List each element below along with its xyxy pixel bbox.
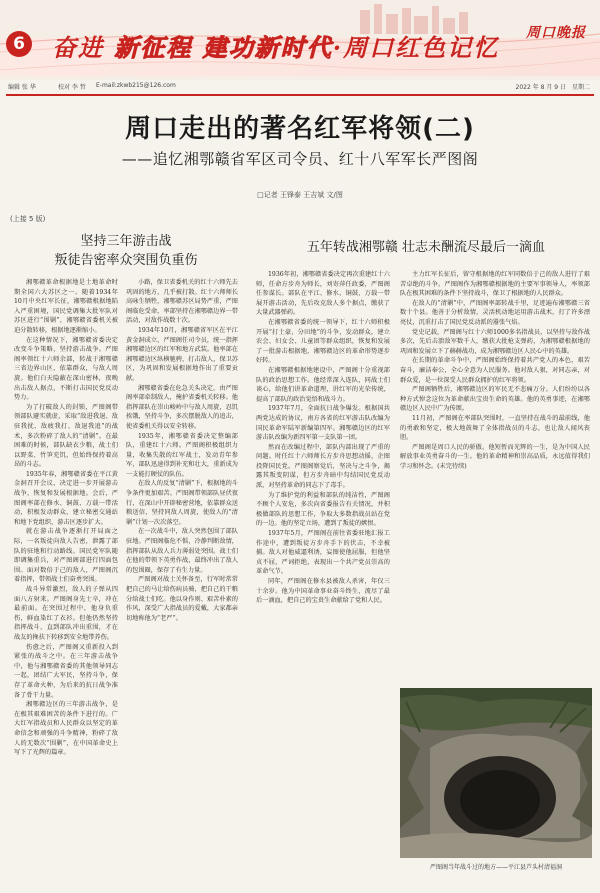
section-title-b: 新征程 xyxy=(114,33,193,62)
paragraph: 1937年7月，全面抗日战争爆发。根据国共两党达成的协议，南方各省的红军游击队改编为国民革命军陆军新编第四军。湘鄂赣边区的红军游击队改编为新四军第一支队第一团。 xyxy=(256,405,390,442)
section-title-c: 建功新时代 xyxy=(202,33,333,62)
issue-date: 2022 年 8 月 9 日 星期二 xyxy=(515,84,590,91)
paragraph: 在湘鄂赣根据地建设中，严图阁十分重视部队的政治思想工作。他经常深入连队，同战士们谈心，给他们讲革命道理，讲红军的光荣传统，提高了部队的政治觉悟和战斗力。 xyxy=(256,366,390,403)
column-3 xyxy=(256,270,390,882)
masthead-rule xyxy=(6,94,594,96)
paper-logo: 周口晚报 xyxy=(526,25,586,41)
paragraph: 严图阁是周口人民的骄傲。他短暂而光辉的一生，是为中国人民解放事业英勇奋斗的一生。他的革命精神和崇高品质，永远值得我们学习和怀念。(未完待续) xyxy=(400,443,590,470)
paragraph: 湘鄂赣边区的三年游击战争，是在极其艰难困苦的条件下进行的。广大红军指战员和人民群众以坚定的革命信念和顽强的斗争精神，粉碎了敌人的无数次“围剿”，在中国革命史上写下了光辉的篇章。 xyxy=(14,701,118,757)
paragraph: 就在游击战争逐渐打开局面之际，一名叛徒向敌人告密，泄露了部队的驻地和行动路线。国民党军队随即调集重兵，对严图阁部进行四面包围。面对数倍于己的敌人，严图阁沉着指挥，带领战士们奋勇突围。 xyxy=(14,528,118,584)
page-number-badge: 6 xyxy=(6,31,32,57)
byline: □记者 王锋泰 王吉斌 文/图 xyxy=(257,191,343,199)
paragraph: 1935年，湘鄂赣省委决定整编部队，重建红十六师。严图阁积极组织力量，收集失散的红军战士，发动青年参军，部队迅速得到补充和壮大，重新成为一支能打硬仗的队伍。 xyxy=(126,432,238,478)
paragraph: 在这种情况下，湘鄂赣省委决定改变斗争策略，坚持游击战争。严图阁率领红十六师余部，转战于湘鄂赣三省边界山区，依靠群众，与敌人周旋。他们白天隐蔽在深山密林，夜晚出击敌人据点，不断打击国民党反动势力。 xyxy=(14,336,118,402)
paragraph: 在长期的革命斗争中，严图阁始终保持着共产党人的本色，艰苦奋斗，廉洁奉公，全心全意为人民服务。他对敌人狠，对同志亲，对群众爱，是一位深受人民群众拥护的红军将领。 xyxy=(400,357,590,384)
paragraph: 严图阁牺牲后，湘鄂赣边区的军民无不悲痛万分。人们纷纷以各种方式悼念这位为革命献出宝贵生命的英雄。他的英勇事迹，在湘鄂赣边区人民中广为传颂。 xyxy=(400,386,590,413)
paragraph: 在一次战斗中，敌人突然包围了部队驻地。严图阁临危不惧，冷静判断敌情，指挥部队从敌人兵力薄弱处突围。战士们在他的带领下英勇作战，最终冲出了敌人的包围圈，保存了有生力量。 xyxy=(126,528,238,574)
section2-heading: 五年转战湘鄂赣 壮志未酬流尽最后一滴血 xyxy=(306,240,546,255)
paragraph: 伤愈之后，严图阁又重新投入到紧张的战斗之中。在三年游击战争中，他与湘鄂赣省委的其他领导同志一起，团结广大军民，坚持斗争，保存了革命火种，为后来的抗日战争准备了骨干力量。 xyxy=(14,643,118,699)
section-title-d: ·周口红色记忆 xyxy=(332,33,500,62)
paragraph: 党史记载，严图阁与红十六师1000多名指战员，以坚持与敌作战多次，先后击溃敌军数千人，缴获大批枪支弹药，为湘鄂赣根据地的巩固和发展立下了赫赫战功，成为湘鄂赣边区人民心中的英雄。 xyxy=(400,328,590,355)
paragraph: 11月初，严图阁在率部队突围时，一直坚持在战斗的最前线，他的勇敢和坚定，极大地鼓舞了全体指战员的斗志，也让敌人闻风丧胆。 xyxy=(400,414,590,442)
email-address: E-mail:zkwb215@126.com xyxy=(96,82,176,89)
paragraph: 1935年春，湘鄂赣省委在平江黄金洞召开会议，决定进一步开展游击战争，恢复和发展根据地。会后，严图阁率部在修水、铜鼓、万载一带活动，积极发动群众，建立秘密交通站和地下党组织，游击区逐步扩大。 xyxy=(14,470,118,526)
proof-credit: 校对 李 哲 xyxy=(58,84,86,91)
column-1 xyxy=(14,278,118,882)
paragraph: 然而在改编过程中，部队内部出现了严重的问题。时任红十六师师长方步舟思想动摇，企图投降国民党。严图阁察觉后，坚决与之斗争，揭露其叛变阴谋，但方步舟暗中勾结国民党反动派，对坚持革命的同志下了毒手。 xyxy=(256,443,390,490)
paragraph: 湘鄂赣省委在危急关头决定，由严图阁率部牵制敌人，掩护省委机关转移。他指挥部队在崇山峻岭中与敌人周旋，忍饥挨饿，坚持斗争，多次摆脱敌人的追击，使省委机关得以安全转移。 xyxy=(126,384,238,430)
paragraph: 战斗异常激烈，敌人的子弹从四面八方射来。严图阁身先士卒，冲在最前面。在突围过程中，他身负重伤，鲜血染红了衣衫。但他仍然坚持指挥战斗，直到部队冲出重围，才在战友的搀扶下转移到安全地带养伤。 xyxy=(14,586,118,641)
column-4 xyxy=(400,270,590,660)
photo-caption: 严图阁当年战斗过的地方——平江县芦头村清福洞 xyxy=(429,864,562,871)
paragraph: 为了打破敌人的封锁，严图阁带领部队避实就虚，采取“敌进我退、敌驻我扰、敌疲我打、敌退我追”的战术，多次粉碎了敌人的“清剿”。在最困难的时候，部队缺衣少粮，战士们以野菜、竹笋充饥，但始终保持着高昂的斗志。 xyxy=(14,403,118,469)
section1-heading xyxy=(16,232,236,270)
paragraph: 1936年初，湘鄂赣省委决定再次重建红十六师，任命方步舟为师长，刘寄萍任政委，严图阁任参谋长。部队在平江、修水、铜鼓、万载一带展开游击活动，先后攻克敌人多个据点，缴获了大量武器弹药。 xyxy=(256,271,390,317)
cave-photo xyxy=(400,688,592,858)
paragraph: 同年，严图阁在修水县被敌人杀害，年仅三十余岁。他为中国革命事业奋斗终生，流尽了最后一滴血，把自己的宝贵生命献给了党和人民。 xyxy=(256,578,390,605)
paragraph: 1937年5月，严图阁在前往省委驻地汇报工作途中，遭到叛徒方步舟手下的伏击，不幸被捕。敌人对他威逼利诱，妄图使他屈服，但他坚贞不屈，严词拒绝，表现出一个共产党员崇高的革命气节。 xyxy=(256,530,390,576)
paragraph: 在湘鄂赣省委的统一领导下，红十六师积极开展“打土豪、分田地”的斗争，发动群众，建立农会、妇女会、儿童团等群众组织，恢复和发展了一批游击根据地，湘鄂赣边区的革命形势逐步好转。 xyxy=(256,318,390,365)
section1-heading-line2: 叛徒告密率众突围负重伤 xyxy=(54,253,198,268)
column-2 xyxy=(126,278,238,882)
paragraph: 在敌人的反复“清剿”下，根据地的斗争条件更加艰苦。严图阁带领部队昼伏夜行，在深山中开辟秘密营地，依靠群众送粮送信，坚持同敌人周旋，使敌人的“清剿”计划一次次落空。 xyxy=(126,480,238,526)
section-title xyxy=(52,28,499,63)
paragraph: 小路，保卫省委机关的红十六师先去巩固的地方，几乎被打散。红十六师师长高咏生牺牲，湘鄂赣苏区局势严重，严图阁临危受命，率部坚持在湘鄂赣边界一带活动，对敌作战数十次。 xyxy=(126,279,238,325)
paragraph: 1934年10月，湘鄂赣省军区在平江黄金洞成立，严图阁任司令员，统一指挥湘鄂赣边区的红军和地方武装。他率部在湘鄂赣边区纵横驰骋，打击敌人，保卫苏区，为巩固和发展根据地作出了重要贡献。 xyxy=(126,326,238,382)
section1-heading-line1: 坚持三年游击战 xyxy=(80,234,172,249)
continued-note: (上接 5 版) xyxy=(10,215,46,223)
paragraph: 主力红军长征后，留守根据地的红军同数倍于己的敌人进行了艰苦卓绝的斗争。严图阁作为湘鄂赣根据地的主要军事领导人，率领部队在极其困难的条件下坚持战斗，保卫了根据地的人民群众。 xyxy=(400,271,590,298)
paragraph: 为了维护党的利益和部队的纯洁性，严图阁不顾个人安危，多次向省委报告有关情况，并积极做部队的思想工作，争取大多数指战员站在党的一边。他的坚定立场，遭到了叛徒的嫉恨。 xyxy=(256,491,390,528)
headline: 周口走出的著名红军将领(二) xyxy=(125,114,475,144)
editor-credit: 编辑 张 华 xyxy=(8,84,36,91)
paragraph: 在敌人的“清剿”中，严图阁率部转战千里，足迹遍布湘鄂赣三省数十个县。他善于分析敌情，灵活机动地运用游击战术，打了许多漂亮仗，沉重打击了国民党反动派的嚣张气焰。 xyxy=(400,299,590,326)
paragraph: 严图阁对战士关怀备至，行军时常常把自己的马让给伤病员骑，把自己的干粮分给战士们吃。他以身作则、艰苦朴素的作风，深受广大指战员的爱戴，大家都亲切地称他为“老严”。 xyxy=(126,576,238,622)
subhead: ——追忆湘鄂赣省军区司令员、红十八军军长严图阁 xyxy=(121,150,479,168)
info-bar xyxy=(0,80,600,92)
paragraph: 湘鄂赣革命根据地是土地革命时期全国六大苏区之一。随着1934年10月中央红军长征，湘鄂赣根据地陷入严重困境，国民党调集大批军队对苏区进行“围剿”，湘鄂赣省委机关被迫分散转移，根据地逐渐缩小。 xyxy=(14,279,118,334)
section-title-a: 奋进 xyxy=(52,33,104,62)
masthead xyxy=(0,0,600,80)
cave-photo-image xyxy=(400,688,592,858)
